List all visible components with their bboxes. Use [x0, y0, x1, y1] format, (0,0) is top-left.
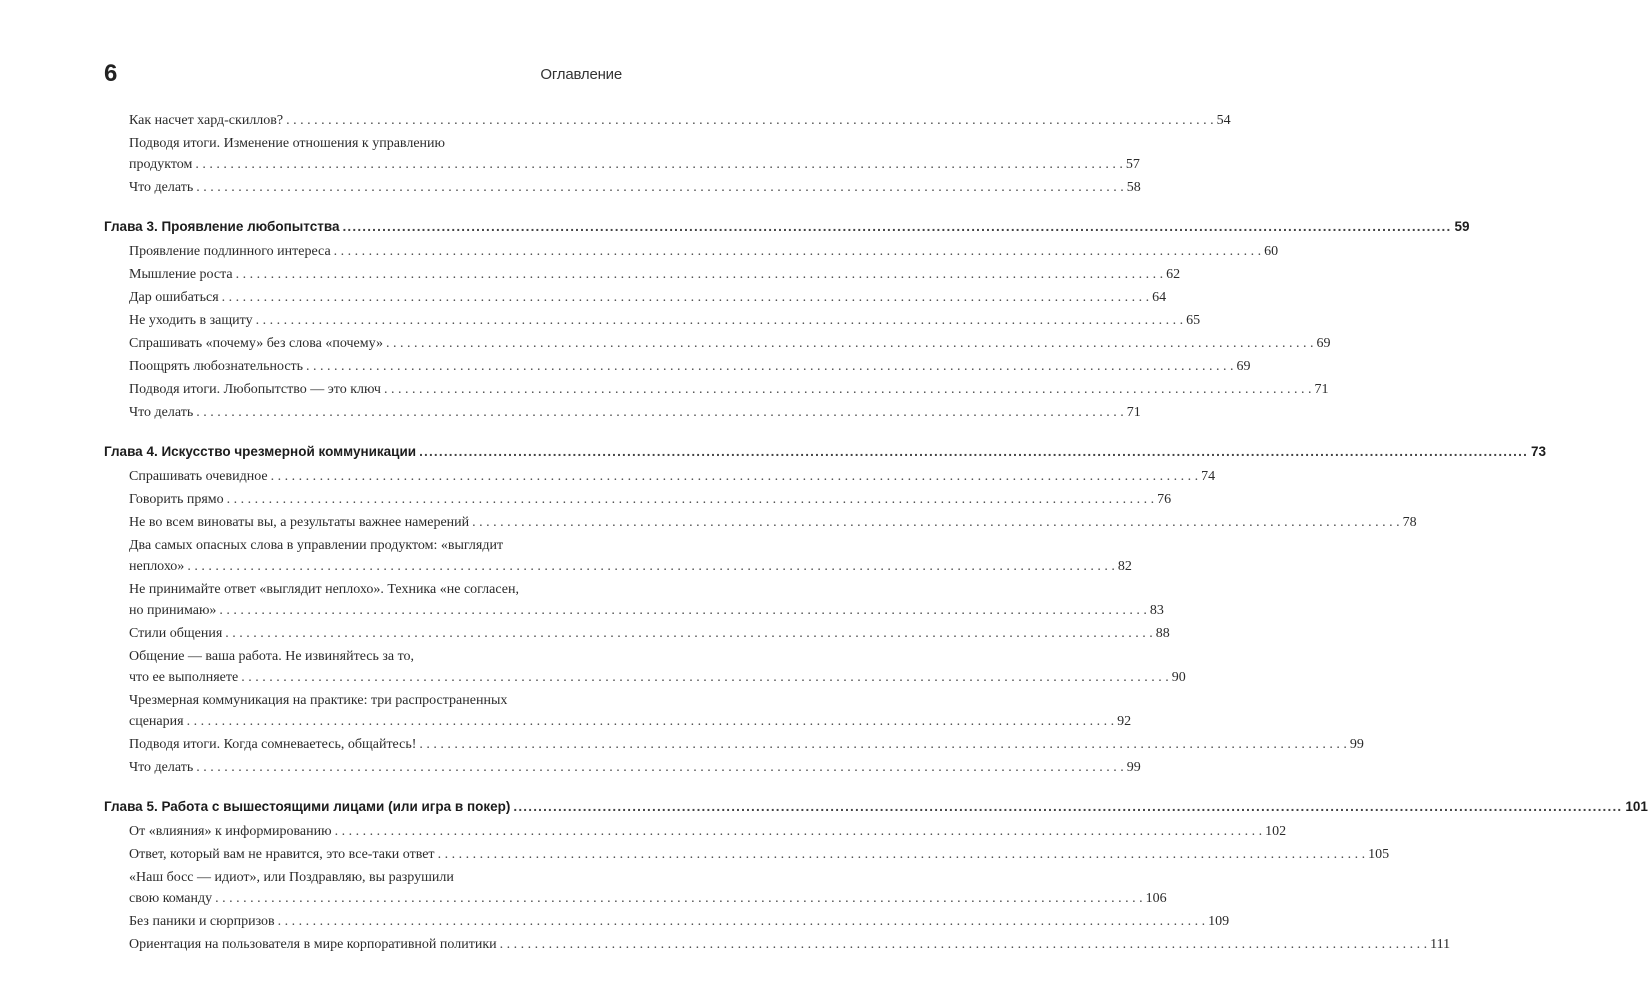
entry-page-number: 99: [1349, 737, 1364, 752]
entry-title: Стили общения: [129, 626, 223, 641]
entry-page-number: 62: [1166, 267, 1181, 282]
entry-page-number: 92: [1117, 714, 1132, 729]
entry-page-number: 58: [1126, 180, 1141, 195]
entry-title-line-2: неплохо»: [129, 559, 185, 574]
entry-title: Не уходить в защиту: [129, 313, 253, 328]
entry-page-number: 74: [1201, 469, 1216, 484]
toc-entry: [104, 356, 1251, 377]
toc-entry: [104, 579, 1164, 621]
toc-entry: [104, 133, 1140, 175]
entry-title: От «влияния» к информированию: [129, 824, 332, 839]
dot-leader: [306, 356, 1234, 377]
entry-page-number: 60: [1264, 244, 1279, 259]
toc-entry: [104, 821, 1287, 842]
toc-entry: [104, 646, 1186, 688]
dot-leader: [187, 556, 1115, 577]
toc-entry: [104, 734, 1364, 755]
dot-leader: [222, 287, 1150, 308]
entry-page-number: 111: [1430, 937, 1451, 952]
chapter-title: Глава 4. Искусство чрезмерной коммуникации: [104, 444, 417, 459]
dot-leader: [271, 466, 1199, 487]
toc-entry: [104, 310, 1201, 331]
dot-leader: [278, 911, 1206, 932]
chapter-title: Глава 3. Проявление любопытства: [104, 219, 340, 234]
entry-title: Дар ошибаться: [129, 290, 219, 305]
toc-entry: [104, 287, 1167, 308]
dot-leader: [236, 264, 1164, 285]
dot-leader: [472, 512, 1400, 533]
entry-page-number: 71: [1126, 405, 1141, 420]
entry-title-line-2: сценария: [129, 714, 184, 729]
entry-title: Что делать: [129, 760, 194, 775]
dot-leader: [187, 711, 1115, 732]
entry-page-number: 71: [1314, 382, 1329, 397]
entry-page-number: 82: [1117, 559, 1132, 574]
toc-entry: [104, 535, 1132, 577]
entry-page-number: 65: [1186, 313, 1201, 328]
chapter-page-number: 101: [1625, 799, 1648, 814]
toc-entry: [104, 110, 1231, 131]
entry-page-number: 99: [1126, 760, 1141, 775]
entry-title-line-1: «Наш босс — идиот», или Поздравляю, вы разрушили: [129, 870, 454, 885]
entry-page-number: 105: [1368, 847, 1390, 862]
dot-leader: [335, 821, 1263, 842]
entry-page-number: 64: [1152, 290, 1167, 305]
page-number: 6: [104, 60, 118, 87]
chapter-gap: [104, 425, 622, 437]
entry-page-number: 90: [1171, 670, 1186, 685]
entry-title: Мышление роста: [129, 267, 233, 282]
entry-title: Что делать: [129, 180, 194, 195]
toc-entry: [104, 690, 1132, 732]
entry-title-line-2: свою команду: [129, 891, 213, 906]
running-title: Оглавление: [540, 66, 622, 83]
toc-chapter-heading: [104, 796, 1648, 818]
entry-page-number: 76: [1157, 492, 1172, 507]
entry-page-number: 69: [1236, 359, 1251, 374]
entry-title: Поощрять любознательность: [129, 359, 304, 374]
toc-entry: [104, 844, 1390, 865]
dot-leader: [419, 734, 1347, 755]
entry-title-line-1: Подводя итоги. Изменение отношения к управлению: [129, 136, 446, 151]
dot-leader: [334, 241, 1262, 262]
entry-page-number: 88: [1155, 626, 1170, 641]
entry-title: Спрашивать очевидное: [129, 469, 268, 484]
dot-leader: [513, 796, 1622, 818]
chapter-title: Глава 5. Работа с вышестоящими лицами (или игра в покер): [104, 799, 511, 814]
toc-entry: [104, 241, 1279, 262]
entry-title: Говорить прямо: [129, 492, 224, 507]
dot-leader: [500, 934, 1428, 955]
dot-leader: [225, 623, 1153, 644]
toc-entry: [104, 177, 1141, 198]
chapter-gap: [104, 780, 622, 792]
toc-chapter-heading: [104, 216, 1470, 238]
entry-title: Как насчет хард-скиллов?: [129, 113, 284, 128]
entry-title-line-2: но принимаю»: [129, 603, 217, 618]
dot-leader: [196, 177, 1124, 198]
page-header: [104, 58, 622, 94]
entry-page-number: 54: [1216, 113, 1231, 128]
toc-entry: [104, 333, 1331, 354]
entry-title-line-2: продуктом: [129, 157, 193, 172]
chapter-page-number: 73: [1531, 444, 1547, 459]
toc-entry: [104, 489, 1172, 510]
entry-title: Проявление подлинного интереса: [129, 244, 331, 259]
entry-title: Без паники и сюрпризов: [129, 914, 275, 929]
entry-title: Спрашивать «почему» без слова «почему»: [129, 336, 383, 351]
entry-page-number: 69: [1316, 336, 1331, 351]
toc-entry: [104, 934, 1451, 955]
dot-leader: [342, 216, 1451, 238]
dot-leader: [419, 441, 1528, 463]
entry-title-line-1: Чрезмерная коммуникация на практике: три распространенных: [129, 693, 508, 708]
entry-title: Ориентация на пользователя в мире корпоративной политики: [129, 937, 497, 952]
entry-page-number: 78: [1402, 515, 1417, 530]
dot-leader: [227, 489, 1155, 510]
dot-leader: [286, 110, 1214, 131]
dot-leader: [384, 379, 1312, 400]
entry-title: Не во всем виноваты вы, а результаты важнее намерений: [129, 515, 470, 530]
dot-leader: [386, 333, 1314, 354]
entry-title-line-1: Два самых опасных слова в управлении продуктом: «выглядит: [129, 538, 504, 553]
toc-chapter-heading: [104, 441, 1547, 463]
dot-leader: [215, 888, 1143, 909]
dot-leader: [438, 844, 1366, 865]
toc-entry: [104, 512, 1417, 533]
dot-leader: [195, 154, 1123, 175]
toc-entry: [104, 402, 1141, 423]
entry-page-number: 102: [1265, 824, 1287, 839]
chapter-gap: [104, 200, 622, 212]
entry-page-number: 109: [1208, 914, 1230, 929]
dot-leader: [256, 310, 1184, 331]
entry-title: Подводя итоги. Когда сомневаетесь, общайтесь!: [129, 737, 417, 752]
dot-leader: [196, 402, 1124, 423]
toc-entry: [104, 379, 1329, 400]
entry-page-number: 57: [1125, 157, 1140, 172]
chapter-page-number: 59: [1454, 219, 1470, 234]
dot-leader: [241, 667, 1169, 688]
entry-title: Ответ, который вам не нравится, это все-таки ответ: [129, 847, 435, 862]
dot-leader: [219, 600, 1147, 621]
entry-title-line-1: Общение — ваша работа. Не извиняйтесь за то,: [129, 649, 415, 664]
toc-entry: [104, 466, 1216, 487]
entry-title-line-1: Не принимайте ответ «выглядит неплохо». Техника «не согласен,: [129, 582, 519, 597]
toc-entry: [104, 867, 1167, 909]
toc-entry: [104, 623, 1170, 644]
entry-title-line-2: что ее выполняете: [129, 670, 239, 685]
entry-title: Что делать: [129, 405, 194, 420]
toc-entry: [104, 264, 1181, 285]
toc-entry: [104, 757, 1141, 778]
dot-leader: [196, 757, 1124, 778]
table-of-contents: [104, 110, 1648, 957]
toc-entry: [104, 911, 1230, 932]
entry-page-number: 106: [1145, 891, 1167, 906]
entry-title: Подводя итоги. Любопытство — это ключ: [129, 382, 381, 397]
entry-page-number: 83: [1149, 603, 1164, 618]
